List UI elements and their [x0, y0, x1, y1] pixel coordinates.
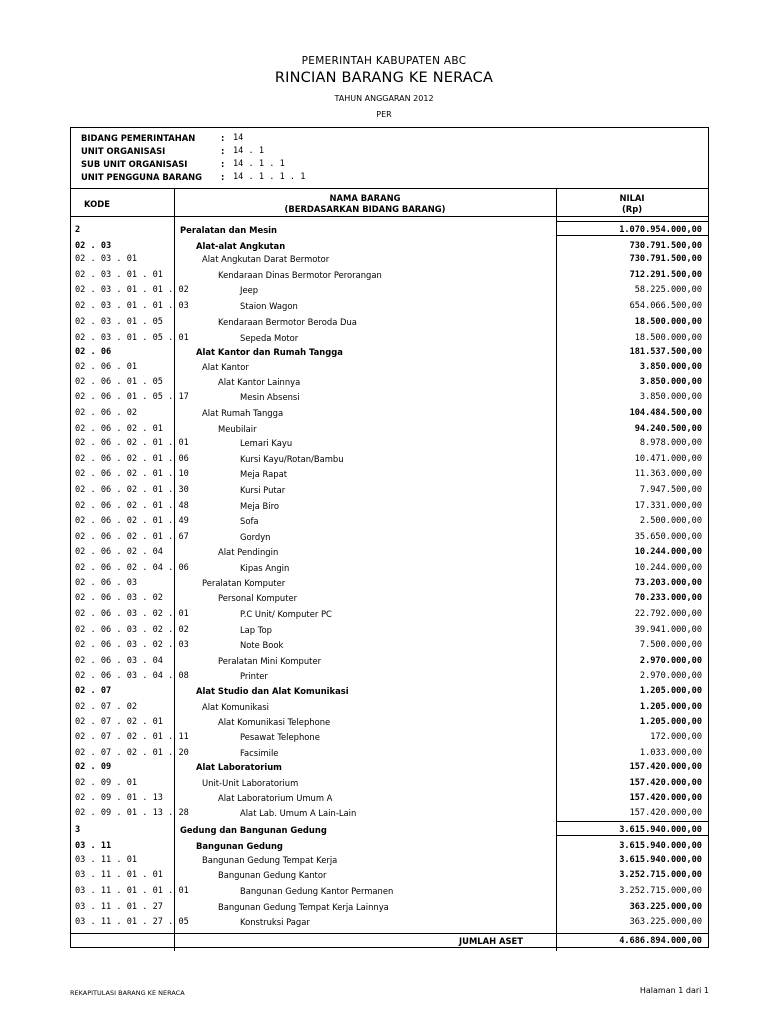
row-kode: 02 . 09 . 01 — [75, 778, 138, 788]
row-nama-barang: Peralatan dan Mesin — [180, 225, 278, 235]
row-kode: 02 . 07 . 02 . 01 — [75, 717, 163, 727]
row-nama-barang: Alat-alat Angkutan — [196, 241, 286, 251]
group-total-bottom-rule — [556, 835, 708, 836]
row-nama-barang: Facsimile — [240, 748, 279, 758]
row-nilai: 3.850.000,00 — [639, 392, 702, 402]
row-kode: 02 . 03 . 01 . 01 . 03 — [75, 301, 189, 311]
row-kode: 03 . 11 . 01 . 01 — [75, 870, 163, 880]
row-nilai: 18.500.000,00 — [634, 317, 702, 327]
row-nama-barang: Meja Rapat — [240, 469, 287, 479]
period-label: PER — [376, 110, 392, 119]
row-kode: 02 . 03 . 01 . 05 . 01 — [75, 333, 189, 343]
row-kode: 02 . 06 . 02 . 01 . 48 — [75, 501, 189, 511]
row-nama-barang: Alat Lab. Umum A Lain-Lain — [240, 808, 357, 818]
row-nilai: 1.205.000,00 — [639, 702, 702, 712]
row-nilai: 1.070.954.000,00 — [619, 225, 702, 235]
row-nilai: 730.791.500,00 — [629, 241, 702, 251]
row-kode: 02 . 07 . 02 . 01 . 20 — [75, 748, 189, 758]
group-total-bottom-rule — [556, 235, 708, 236]
row-nilai: 104.484.500,00 — [629, 408, 702, 418]
row-kode: 02 . 06 . 02 . 04 — [75, 547, 163, 557]
row-nama-barang: Meubilair — [218, 424, 257, 434]
column-header-divider — [71, 216, 708, 217]
row-nama-barang: Kendaraan Bermotor Beroda Dua — [218, 317, 357, 327]
row-nilai: 157.420.000,00 — [629, 762, 702, 772]
row-kode: 02 . 06 . 03 . 02 . 02 — [75, 625, 189, 635]
column-header-kode: KODE — [84, 199, 110, 209]
row-kode: 3 — [75, 825, 81, 835]
row-nilai: 7.947.500,00 — [639, 485, 702, 495]
row-nilai: 3.850.000,00 — [639, 377, 702, 387]
row-nama-barang: Unit-Unit Laboratorium — [202, 778, 299, 788]
column-header-nilai-line1: NILAI — [619, 193, 645, 203]
row-nama-barang: Alat Kantor dan Rumah Tangga — [196, 347, 343, 357]
row-nama-barang: Bangunan Gedung Kantor — [218, 870, 327, 880]
row-nama-barang: Alat Angkutan Darat Bermotor — [202, 254, 330, 264]
row-kode: 02 . 06 . 01 . 05 . 17 — [75, 392, 189, 402]
row-nilai: 18.500.000,00 — [634, 333, 702, 343]
row-nilai: 363.225.000,00 — [629, 917, 702, 927]
row-nilai: 2.970.000,00 — [639, 656, 702, 666]
row-nama-barang: Alat Kantor Lainnya — [218, 377, 301, 387]
row-kode: 03 . 11 — [75, 841, 112, 851]
row-kode: 02 . 06 . 02 . 01 . 67 — [75, 532, 189, 542]
nilai-column-divider — [556, 188, 557, 951]
row-kode: 02 . 07 — [75, 686, 112, 696]
row-nilai: 3.615.940.000,00 — [619, 825, 702, 835]
row-nama-barang: Printer — [240, 671, 268, 681]
row-nilai: 1.033.000,00 — [639, 748, 702, 758]
row-nama-barang: Kursi Putar — [240, 485, 286, 495]
row-nama-barang: Gordyn — [240, 532, 271, 542]
row-kode: 02 . 06 . 02 . 04 . 06 — [75, 563, 189, 573]
row-kode: 02 . 06 . 02 . 01 . 30 — [75, 485, 189, 495]
group-total-top-rule — [556, 821, 708, 822]
row-nama-barang: Sofa — [240, 516, 259, 526]
row-kode: 02 . 06 — [75, 347, 112, 357]
row-nama-barang: Bangunan Gedung — [196, 841, 283, 851]
row-nama-barang: Gedung dan Bangunan Gedung — [180, 825, 327, 835]
info-value: 14 — [233, 133, 244, 143]
row-nilai: 363.225.000,00 — [629, 902, 702, 912]
row-nama-barang: Alat Komunikasi Telephone — [218, 717, 331, 727]
row-kode: 03 . 11 . 01 . 27 . 05 — [75, 917, 189, 927]
row-kode: 02 . 06 . 02 . 01 . 06 — [75, 454, 189, 464]
group-total-top-rule — [556, 221, 708, 222]
row-nama-barang: Sepeda Motor — [240, 333, 299, 343]
fiscal-year: TAHUN ANGGARAN 2012 — [334, 94, 434, 103]
row-nama-barang: Mesin Absensi — [240, 392, 300, 402]
column-header-nama-line1: NAMA BARANG — [329, 193, 401, 203]
row-nilai: 2.500.000,00 — [639, 516, 702, 526]
row-nama-barang: Alat Kantor — [202, 362, 249, 372]
row-kode: 02 . 09 — [75, 762, 112, 772]
row-nama-barang: Peralatan Komputer — [202, 578, 286, 588]
row-nilai: 22.792.000,00 — [634, 609, 702, 619]
row-nama-barang: Staion Wagon — [240, 301, 298, 311]
row-nama-barang: Note Book — [240, 640, 284, 650]
info-value: 14 . 1 . 1 . 1 — [233, 172, 306, 182]
report-title: RINCIAN BARANG KE NERACA — [274, 70, 494, 86]
info-label: BIDANG PEMERINTAHAN — [81, 133, 196, 143]
row-nama-barang: Konstruksi Pagar — [240, 917, 310, 927]
row-nama-barang: Kipas Angin — [240, 563, 290, 573]
row-nilai: 157.420.000,00 — [629, 793, 702, 803]
column-header-nilai-line2: (Rp) — [621, 204, 643, 214]
row-nilai: 94.240.500,00 — [634, 424, 702, 434]
row-nilai: 172.000,00 — [650, 732, 702, 742]
row-nilai: 35.650.000,00 — [634, 532, 702, 542]
row-nilai: 70.233.000,00 — [634, 593, 702, 603]
row-nilai: 7.500.000,00 — [639, 640, 702, 650]
total-label: JUMLAH ASET — [459, 936, 523, 946]
row-kode: 02 . 09 . 01 . 13 . 28 — [75, 808, 189, 818]
row-kode: 02 . 07 . 02 . 01 . 11 — [75, 732, 189, 742]
page-number: Halaman 1 dari 1 — [639, 986, 709, 995]
row-nama-barang: Bangunan Gedung Tempat Kerja — [202, 855, 338, 865]
row-nilai: 2.970.000,00 — [639, 671, 702, 681]
row-nama-barang: Alat Studio dan Alat Komunikasi — [196, 686, 349, 696]
row-nilai: 3.252.715.000,00 — [619, 870, 702, 880]
row-nama-barang: Bangunan Gedung Tempat Kerja Lainnya — [218, 902, 389, 912]
row-nama-barang: Alat Laboratorium Umum A — [218, 793, 333, 803]
info-divider — [71, 188, 708, 189]
row-kode: 2 — [75, 225, 81, 235]
row-nilai: 73.203.000,00 — [634, 578, 702, 588]
row-nilai: 10.471.000,00 — [634, 454, 702, 464]
row-nilai: 181.537.500,00 — [629, 347, 702, 357]
row-nilai: 8.978.000,00 — [639, 438, 702, 448]
info-value: 14 . 1 — [233, 146, 265, 156]
row-nama-barang: Meja Biro — [240, 501, 279, 511]
row-kode: 02 . 06 . 03 . 04 — [75, 656, 163, 666]
row-nama-barang: Alat Pendingin — [218, 547, 279, 557]
info-label: SUB UNIT ORGANISASI — [81, 159, 188, 169]
info-separator: : — [221, 159, 225, 169]
row-kode: 02 . 06 . 01 — [75, 362, 138, 372]
row-kode: 02 . 03 . 01 . 01 . 02 — [75, 285, 189, 295]
row-nilai: 1.205.000,00 — [639, 717, 702, 727]
row-nama-barang: Lap Top — [240, 625, 272, 635]
row-kode: 02 . 06 . 03 — [75, 578, 138, 588]
row-kode: 02 . 03 . 01 — [75, 254, 138, 264]
row-nilai: 3.850.000,00 — [639, 362, 702, 372]
info-separator: : — [221, 146, 225, 156]
info-value: 14 . 1 . 1 — [233, 159, 285, 169]
row-kode: 03 . 11 . 01 . 27 — [75, 902, 163, 912]
row-nilai: 3.252.715.000,00 — [619, 886, 702, 896]
row-nama-barang: Alat Laboratorium — [196, 762, 282, 772]
row-nilai: 10.244.000,00 — [634, 547, 702, 557]
row-nilai: 712.291.500,00 — [629, 270, 702, 280]
row-nama-barang: Personal Komputer — [218, 593, 298, 603]
row-kode: 03 . 11 . 01 — [75, 855, 138, 865]
row-nama-barang: Alat Komunikasi — [202, 702, 269, 712]
row-nilai: 3.615.940.000,00 — [619, 841, 702, 851]
row-nama-barang: Pesawat Telephone — [240, 732, 320, 742]
row-nama-barang: Alat Rumah Tangga — [202, 408, 284, 418]
row-kode: 02 . 03 — [75, 241, 112, 251]
row-nama-barang: Lemari Kayu — [240, 438, 293, 448]
row-nilai: 39.941.000,00 — [634, 625, 702, 635]
row-kode: 02 . 06 . 03 . 02 . 01 — [75, 609, 189, 619]
row-kode: 03 . 11 . 01 . 01 . 01 — [75, 886, 189, 896]
row-kode: 02 . 03 . 01 . 05 — [75, 317, 163, 327]
row-kode: 02 . 06 . 01 . 05 — [75, 377, 163, 387]
info-separator: : — [221, 172, 225, 182]
row-nilai: 10.244.000,00 — [634, 563, 702, 573]
row-kode: 02 . 07 . 02 — [75, 702, 138, 712]
row-nama-barang: Kendaraan Dinas Bermotor Perorangan — [218, 270, 382, 280]
row-nilai: 157.420.000,00 — [629, 778, 702, 788]
row-nilai: 654.066.500,00 — [629, 301, 702, 311]
row-kode: 02 . 03 . 01 . 01 — [75, 270, 163, 280]
government-name: PEMERINTAH KABUPATEN ABC — [301, 55, 467, 67]
row-kode: 02 . 06 . 03 . 02 . 03 — [75, 640, 189, 650]
row-kode: 02 . 06 . 03 . 02 — [75, 593, 163, 603]
row-nilai: 11.363.000,00 — [634, 469, 702, 479]
report-table — [70, 127, 709, 948]
row-nilai: 3.615.940.000,00 — [619, 855, 702, 865]
row-nilai: 1.205.000,00 — [639, 686, 702, 696]
row-kode: 02 . 06 . 03 . 04 . 08 — [75, 671, 189, 681]
row-nama-barang: Bangunan Gedung Kantor Permanen — [240, 886, 394, 896]
row-kode: 02 . 06 . 02 . 01 . 49 — [75, 516, 189, 526]
info-separator: : — [221, 133, 225, 143]
column-header-nama-line2: (BERDASARKAN BIDANG BARANG) — [284, 204, 446, 214]
row-kode: 02 . 06 . 02 . 01 . 01 — [75, 438, 189, 448]
row-kode: 02 . 09 . 01 . 13 — [75, 793, 163, 803]
row-nilai: 17.331.000,00 — [634, 501, 702, 511]
row-nama-barang: P.C Unit/ Komputer PC — [240, 609, 332, 619]
row-nilai: 58.225.000,00 — [634, 285, 702, 295]
row-kode: 02 . 06 . 02 . 01 — [75, 424, 163, 434]
total-value: 4.686.894.000,00 — [619, 936, 702, 946]
row-nama-barang: Kursi Kayu/Rotan/Bambu — [240, 454, 344, 464]
row-nilai: 157.420.000,00 — [629, 808, 702, 818]
row-kode: 02 . 06 . 02 — [75, 408, 138, 418]
row-nama-barang: Peralatan Mini Komputer — [218, 656, 322, 666]
total-divider — [71, 933, 708, 934]
footer-report-name: REKAPITULASI BARANG KE NERACA — [70, 989, 185, 997]
info-label: UNIT ORGANISASI — [81, 146, 166, 156]
row-nilai: 730.791.500,00 — [629, 254, 702, 264]
row-kode: 02 . 06 . 02 . 01 . 10 — [75, 469, 189, 479]
row-nama-barang: Jeep — [240, 285, 259, 295]
info-label: UNIT PENGGUNA BARANG — [81, 172, 203, 182]
